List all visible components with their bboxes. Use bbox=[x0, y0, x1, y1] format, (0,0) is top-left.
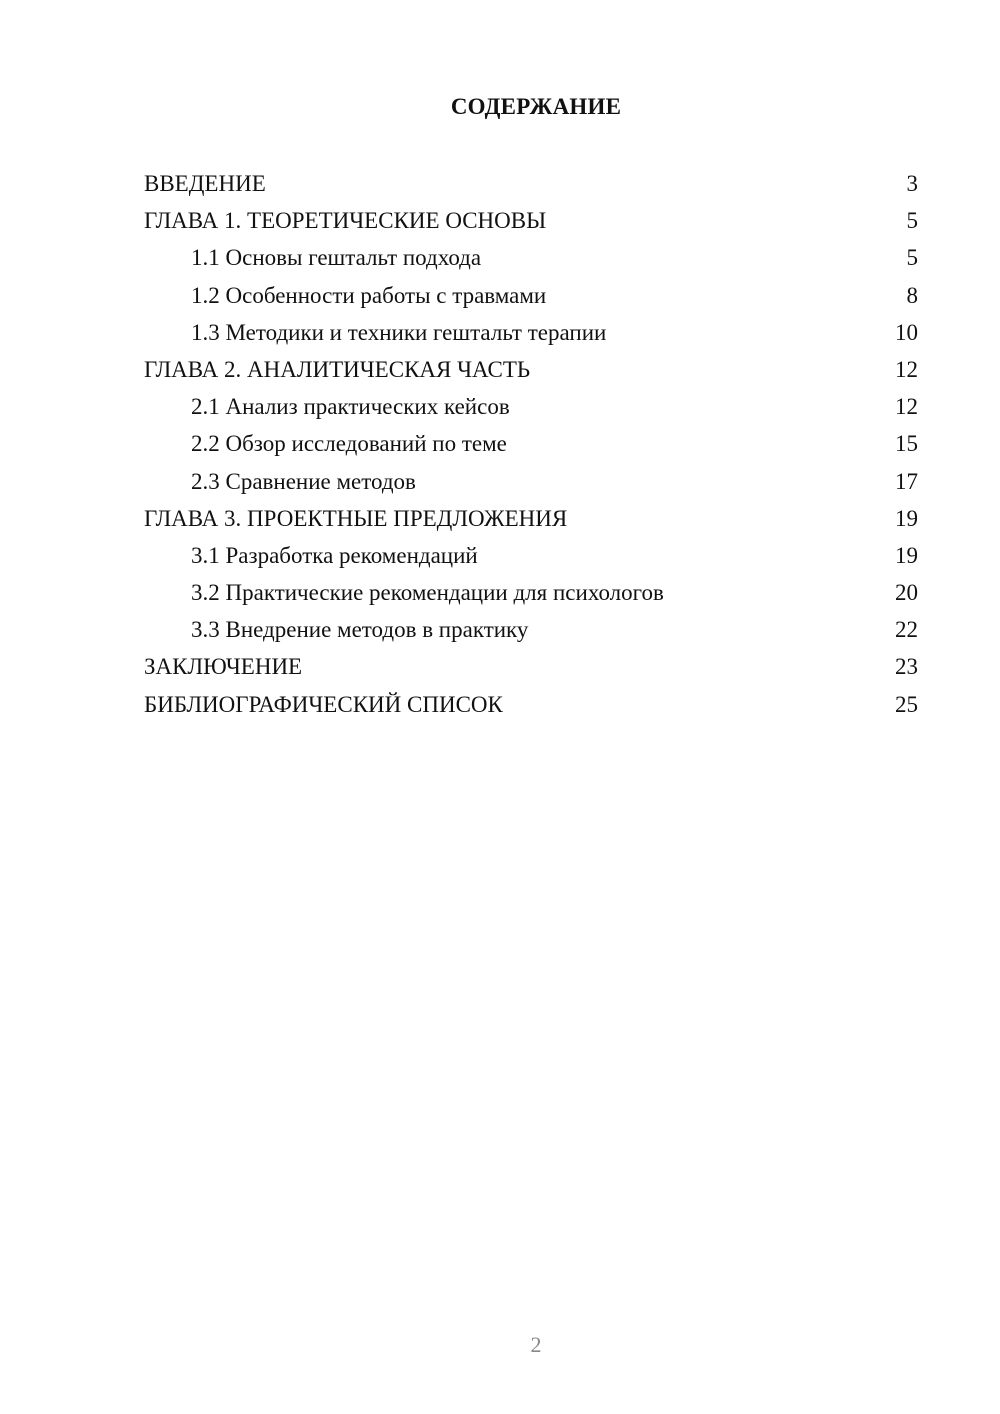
toc-entry bbox=[144, 688, 918, 725]
toc-entry-label: ГЛАВА 2. АНАЛИТИЧЕСКАЯ ЧАСТЬ bbox=[144, 356, 531, 382]
toc-entry-label: БИБЛИОГРАФИЧЕСКИЙ СПИСОК bbox=[144, 691, 503, 717]
toc-entry-page: 15 bbox=[895, 431, 918, 457]
toc-entry-page: 10 bbox=[895, 319, 918, 345]
toc-entry bbox=[144, 316, 918, 353]
toc-entry-label: 3.2 Практические рекомендации для психологов bbox=[191, 580, 664, 606]
toc-entry bbox=[144, 241, 918, 278]
toc-entry-page: 12 bbox=[895, 356, 918, 382]
toc-entry-page: 25 bbox=[895, 691, 918, 717]
toc-entry-label: 2.2 Обзор исследований по теме bbox=[191, 431, 507, 457]
toc-entry bbox=[144, 353, 918, 390]
toc-entry-label: 1.3 Методики и техники гештальт терапии bbox=[191, 319, 607, 345]
toc-entry-label: ЗАКЛЮЧЕНИЕ bbox=[144, 654, 303, 680]
toc-entry-label: ВВЕДЕНИЕ bbox=[144, 171, 266, 196]
toc-entry-label: 3.3 Внедрение методов в практику bbox=[191, 617, 529, 643]
toc-entry-label: ГЛАВА 3. ПРОЕКТНЫЕ ПРЕДЛОЖЕНИЯ bbox=[144, 505, 568, 531]
toc-entry bbox=[144, 390, 918, 427]
toc-entry bbox=[144, 650, 918, 687]
toc-entry bbox=[144, 576, 918, 613]
toc-title: СОДЕРЖАНИЕ bbox=[450, 94, 622, 119]
toc-entry-page: 19 bbox=[895, 542, 918, 568]
toc-entry-page: 20 bbox=[895, 580, 918, 606]
toc-entry-page: 17 bbox=[895, 468, 918, 494]
toc-entry bbox=[144, 539, 918, 576]
toc-entry-label: ГЛАВА 1. ТЕОРЕТИЧЕСКИЕ ОСНОВЫ bbox=[144, 208, 547, 234]
toc-entry-page: 12 bbox=[895, 394, 918, 420]
toc-entry-label: 1.2 Особенности работы с травмами bbox=[191, 282, 547, 308]
toc-entry bbox=[144, 465, 918, 502]
toc-entry bbox=[144, 427, 918, 464]
toc-entry-page: 5 bbox=[906, 208, 918, 234]
toc-entry-label: 3.1 Разработка рекомендаций bbox=[191, 542, 478, 568]
toc-entry bbox=[144, 167, 918, 204]
toc-entry-label: 2.3 Сравнение методов bbox=[191, 468, 416, 494]
toc-entry-page: 3 bbox=[906, 171, 918, 196]
toc-entry bbox=[144, 613, 918, 650]
toc-entry bbox=[144, 204, 918, 241]
toc-entry-page: 19 bbox=[895, 505, 918, 531]
toc-entry-page: 22 bbox=[895, 617, 918, 643]
toc-entry bbox=[144, 279, 918, 316]
page-number: 2 bbox=[530, 1332, 542, 1357]
toc-entry-label: 1.1 Основы гештальт подхода bbox=[191, 245, 482, 271]
toc-entry-page: 8 bbox=[906, 282, 918, 308]
toc-entry-page: 5 bbox=[906, 245, 918, 271]
toc-entry-label: 2.1 Анализ практических кейсов bbox=[191, 394, 510, 420]
toc-entry bbox=[144, 502, 918, 539]
table-of-contents bbox=[144, 167, 918, 725]
toc-entry-page: 23 bbox=[895, 654, 918, 680]
